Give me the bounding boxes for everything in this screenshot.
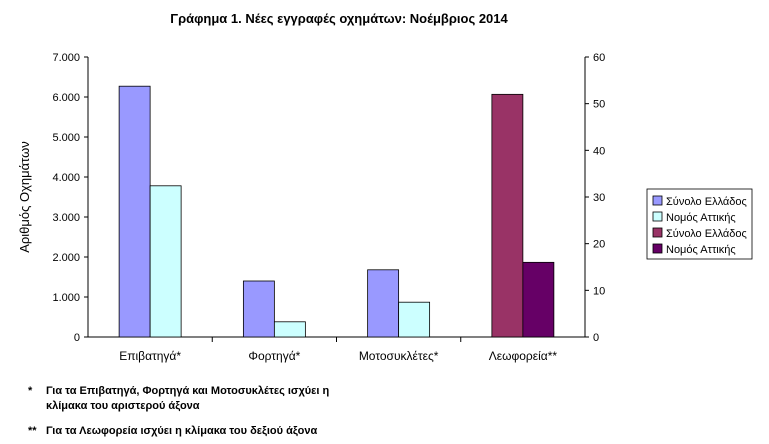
chart-title: Γράφημα 1. Νέες εγγραφές οχημάτων: Νοέμβριος 2014	[170, 11, 508, 26]
bar	[150, 186, 181, 337]
legend-swatch	[653, 212, 662, 221]
y-left-tick-label: 5.000	[52, 132, 80, 144]
bar	[523, 262, 554, 337]
footnote-1-line-1: Για τα Επιβατηγά, Φορτηγά και Μοτοσυκλέτες ισχύει η	[46, 385, 330, 397]
bar	[492, 94, 523, 337]
legend-swatch	[653, 244, 662, 253]
y-left-tick-label: 6.000	[52, 92, 80, 104]
footnote-1-line-2: κλίμακα του αριστερού άξονα	[46, 400, 200, 412]
footnote-2-text: Για τα Λεωφορεία ισχύει η κλίμακα του δεξιού άξονα	[46, 425, 318, 437]
bar	[368, 270, 399, 337]
y-right-tick-label: 50	[593, 98, 606, 111]
x-tick-label: Φορτηγά*	[248, 349, 301, 363]
legend-label: Νομός Αττικής	[666, 212, 736, 224]
footnote-2-mark: **	[28, 425, 37, 437]
plot-area	[52, 52, 605, 363]
y-left-tick-label: 2.000	[52, 252, 80, 264]
legend-label: Νομός Αττικής	[666, 244, 736, 256]
legend-label: Σύνολο Ελλάδος	[666, 196, 747, 208]
bar	[399, 302, 430, 337]
x-tick-label: Επιβατηγά*	[119, 349, 182, 363]
bar	[243, 281, 274, 337]
y-axis-label: Αριθμός Οχημάτων	[17, 141, 32, 253]
footnote-1-mark: *	[28, 385, 33, 397]
y-right-tick-label: 30	[593, 192, 606, 204]
y-right-tick-label: 0	[593, 332, 600, 344]
y-right-tick-label: 60	[593, 52, 606, 64]
y-right-tick-label: 10	[593, 285, 606, 298]
bar	[274, 322, 305, 337]
y-left-tick-label: 3.000	[52, 212, 80, 224]
legend	[647, 189, 752, 259]
legend-swatch	[653, 228, 662, 237]
y-right-tick-label: 20	[593, 238, 606, 251]
y-left-tick-label: 1.000	[52, 292, 80, 304]
y-left-tick-label: 0	[73, 332, 80, 344]
y-left-tick-label: 4.000	[52, 172, 80, 184]
legend-label: Σύνολο Ελλάδος	[666, 228, 747, 240]
footnote-1	[28, 384, 448, 414]
y-right-tick-label: 40	[593, 145, 606, 158]
legend-swatch	[653, 196, 662, 205]
x-tick-label: Μοτοσυκλέτες*	[358, 349, 439, 363]
x-tick-label: Λεωφορεία**	[488, 349, 558, 363]
y-left-tick-label: 7.000	[52, 52, 80, 64]
footnote-2	[28, 424, 448, 439]
bar	[119, 86, 150, 337]
